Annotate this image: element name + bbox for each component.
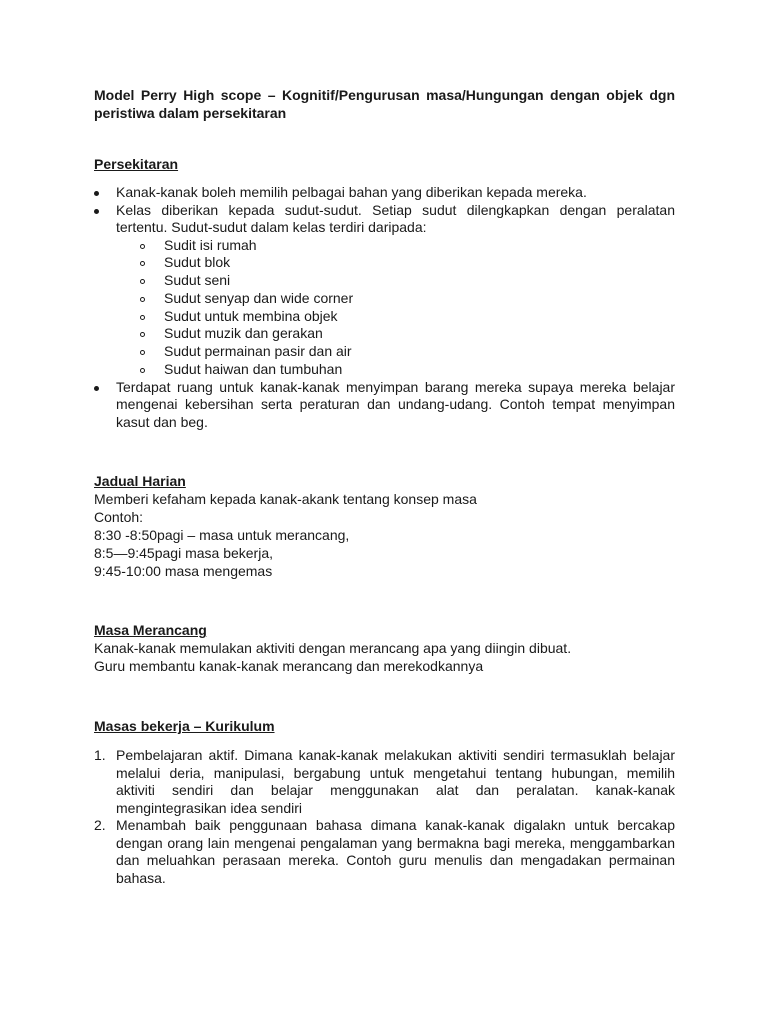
paragraph: Memberi kefaham kepada kanak-akank tentang konsep masa <box>94 491 477 508</box>
sub-list-item-text: Sudut permainan pasir dan air <box>164 343 352 360</box>
paragraph: Guru membantu kanak-kanak merancang dan merekodkannya <box>94 658 484 675</box>
hollow-bullet-icon <box>140 279 145 284</box>
hollow-bullet-icon <box>140 368 145 373</box>
schedule-line: 8:30 -8:50pagi – masa untuk merancang, <box>94 527 350 544</box>
list-item <box>94 379 675 432</box>
sub-list-item <box>140 272 675 290</box>
hollow-bullet-icon <box>140 350 145 355</box>
hollow-bullet-icon <box>140 261 145 266</box>
sub-list-item <box>140 290 675 308</box>
hollow-bullet-icon <box>140 297 145 302</box>
heading-masa-merancang: Masa Merancang <box>94 622 207 639</box>
list-item <box>94 184 675 202</box>
hollow-bullet-icon <box>140 244 145 249</box>
schedule-line: 8:5—9:45pagi masa bekerja, <box>94 545 273 562</box>
sub-list-item-text: Sudut senyap dan wide corner <box>164 289 354 306</box>
list-item <box>94 817 675 887</box>
sub-list-item-text: Sudut haiwan dan tumbuhan <box>164 361 343 378</box>
hollow-bullet-icon <box>140 315 145 320</box>
paragraph: Kanak-kanak memulakan aktiviti dengan merancang apa yang diingin dibuat. <box>94 640 572 657</box>
sub-list-item-text: Sudut blok <box>164 254 231 271</box>
heading-persekitaran: Persekitaran <box>94 156 179 172</box>
sub-list-item <box>140 308 675 326</box>
list-number: 1. <box>94 747 106 764</box>
list-item <box>94 202 675 379</box>
list-item-text: Terdapat ruang untuk kanak-kanak menyimpan barang mereka supaya mereka belajar mengenai kebersihan serta peraturan dan undang-udang. Contoh tempat menyimpan kasut dan beg. <box>116 378 675 430</box>
list-item-text: Menambah baik penggunaan bahasa dimana kanak-kanak digalakn untuk bercakap dengan orang lain mengenai pengalaman yang bermakna bagi mereka, menggambarkan dan meluahkan perasaan mereka. Contoh guru menulis dan mengadakan permainan bahasa. <box>116 817 675 886</box>
document-title: Model Perry High scope – Kognitif/Pengurusan masa/Hungungan dengan objek dgn peristiwa dalam persekitaran <box>94 87 675 121</box>
persekitaran-list <box>94 184 675 431</box>
sub-list-item <box>140 237 675 255</box>
sub-list-item-text: Sudut muzik dan gerakan <box>164 325 323 342</box>
bullet-icon <box>94 209 99 214</box>
sub-list-item <box>140 254 675 272</box>
bullet-icon <box>94 191 99 196</box>
sub-list-item <box>140 343 675 361</box>
sub-list-item-text: Sudut untuk membina objek <box>164 307 338 324</box>
list-item-text: Kelas diberikan kepada sudut-sudut. Setiap sudut dilengkapkan dengan peralatan tertentu. Sudut-sudut dalam kelas terdiri daripada: <box>116 201 675 235</box>
list-item-text: Pembelajaran aktif. Dimana kanak-kanak melakukan aktiviti sendiri termasuklah belajar melalui deria, manipulasi, bergabung untuk mengetahui tentang hubungan, memilih aktiviti sendiri dan belajar menggunakan alat dan peralatan. kanak-kanak mengintegrasikan idea sendiri <box>116 747 675 816</box>
list-item-text: Kanak-kanak boleh memilih pelbagai bahan yang diberikan kepada mereka. <box>116 184 587 200</box>
sub-list-item <box>140 325 675 343</box>
document-page <box>94 86 675 887</box>
list-number: 2. <box>94 817 106 834</box>
schedule-line: 9:45-10:00 masa mengemas <box>94 563 273 580</box>
list-item <box>94 747 675 817</box>
heading-kurikulum: Masas bekerja – Kurikulum <box>94 718 275 735</box>
heading-jadual-harian: Jadual Harian <box>94 473 186 490</box>
kurikulum-list <box>94 747 675 887</box>
paragraph: Contoh: <box>94 509 144 526</box>
sub-list-item-text: Sudit isi rumah <box>164 236 257 253</box>
sudut-sublist <box>116 237 675 379</box>
bullet-icon <box>94 386 99 391</box>
sub-list-item-text: Sudut seni <box>164 272 231 289</box>
sub-list-item <box>140 361 675 379</box>
hollow-bullet-icon <box>140 332 145 337</box>
